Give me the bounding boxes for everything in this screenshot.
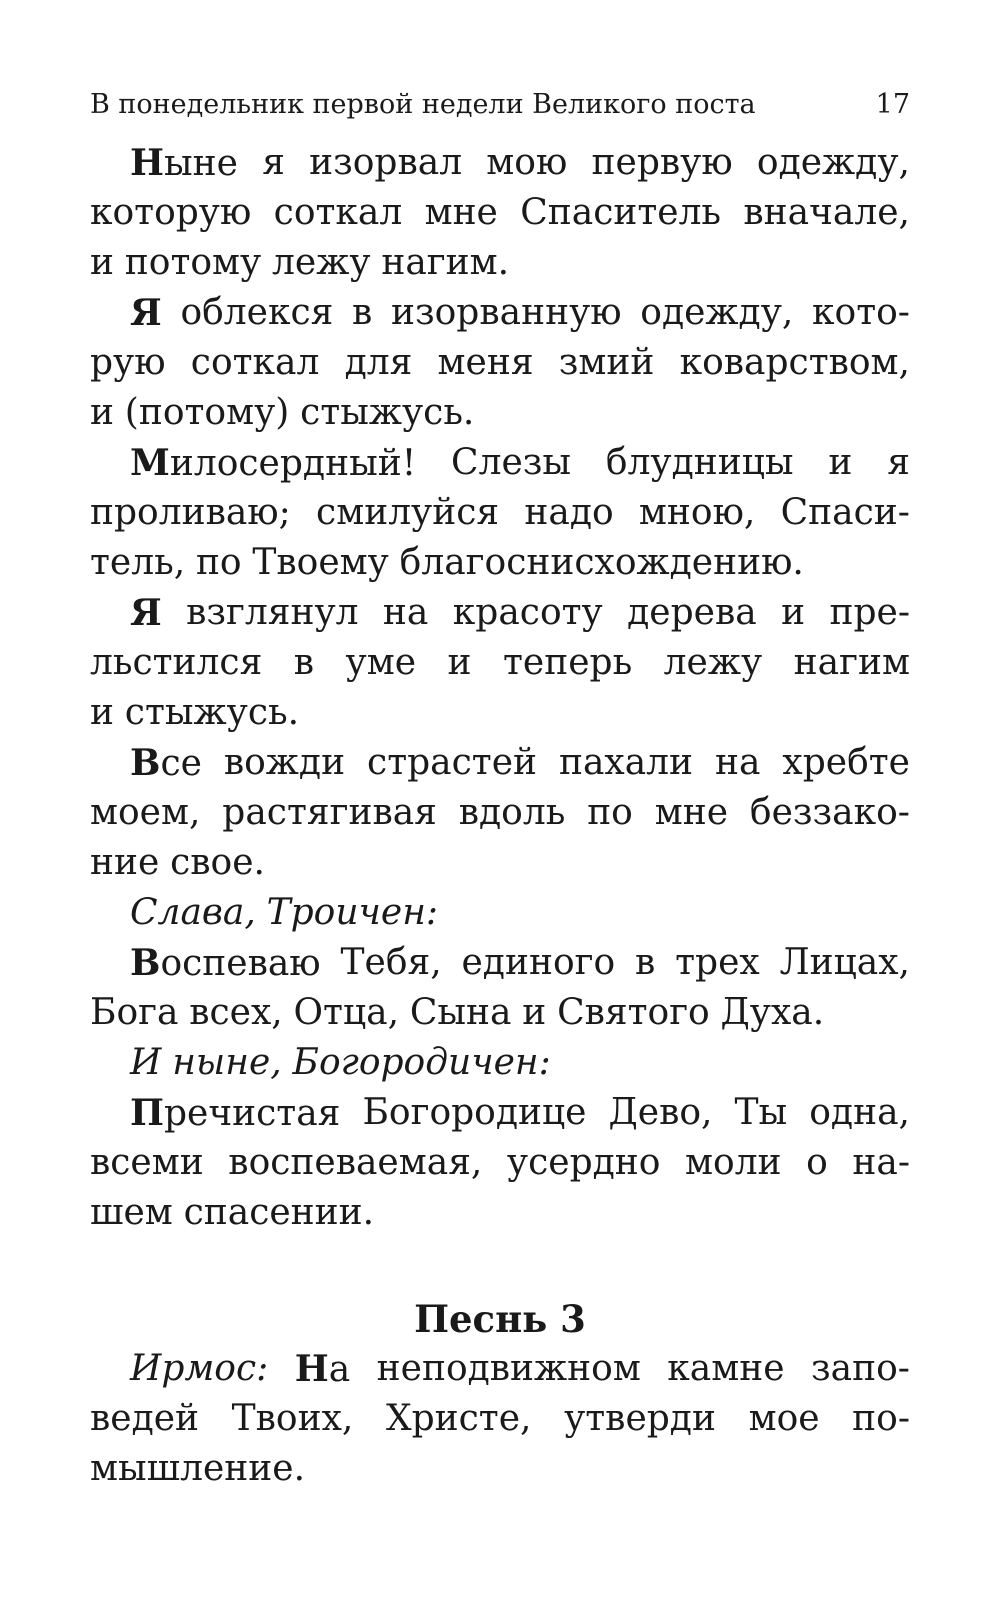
page-header <box>90 88 910 122</box>
text-line: и (потому) стыжусь. <box>90 392 475 433</box>
text-line: которую соткал мне Спаситель вначале, <box>90 192 910 233</box>
text-line: и стыжусь. <box>90 692 300 733</box>
section-heading: Песнь 3 <box>414 1297 586 1341</box>
text-line: Пречистая Богородице Дево, Ты одна, <box>130 1092 910 1134</box>
text-line: льстился в уме и теперь лежу нагим <box>90 642 910 683</box>
page-number: 17 <box>875 89 910 120</box>
section-text <box>90 1344 910 1494</box>
text-line: всеми воспеваемая, усердно моли о на- <box>90 1142 910 1183</box>
text-line: ние свое. <box>90 842 265 883</box>
text-line: рую соткал для меня змий коварством, <box>90 342 910 383</box>
text-line: Слава, Троичен: <box>130 892 439 933</box>
text-line: Я взглянул на красоту дерева и пре- <box>130 592 910 634</box>
text-line: проливаю; смилуйся надо мною, Спаси- <box>90 492 910 533</box>
text-line: шем спасении. <box>90 1192 375 1233</box>
text-line: ведей Твоих, Христе, утверди мое по- <box>90 1398 910 1439</box>
running-title: В понедельник первой недели Великого поста <box>90 89 756 120</box>
text-line: Ныне я изорвал мою первую одежду, <box>130 142 910 184</box>
text-line: Милосердный! Слезы блудницы и я <box>130 442 910 484</box>
main-text <box>90 138 910 1238</box>
text-line: мышление. <box>90 1448 306 1489</box>
text-line: тель, по Твоему благоснисхождению. <box>90 542 804 583</box>
text-line: и потому лежу нагим. <box>90 242 510 283</box>
text-line: Все вожди страстей пахали на хребте <box>130 742 910 784</box>
text-line: Бога всех, Отца, Сына и Святого Духа. <box>90 992 825 1033</box>
page-body <box>90 138 910 1494</box>
text-line: моем, растягивая вдоль по мне беззако- <box>90 792 910 833</box>
text-line: Ирмос: На неподвижном камне запо- <box>130 1348 910 1390</box>
text-line: Я облекся в изорванную одежду, кото- <box>130 292 910 334</box>
text-line: И ныне, Богородичен: <box>130 1042 551 1083</box>
text-line: Воспеваю Тебя, единого в трех Лицах, <box>130 942 910 984</box>
